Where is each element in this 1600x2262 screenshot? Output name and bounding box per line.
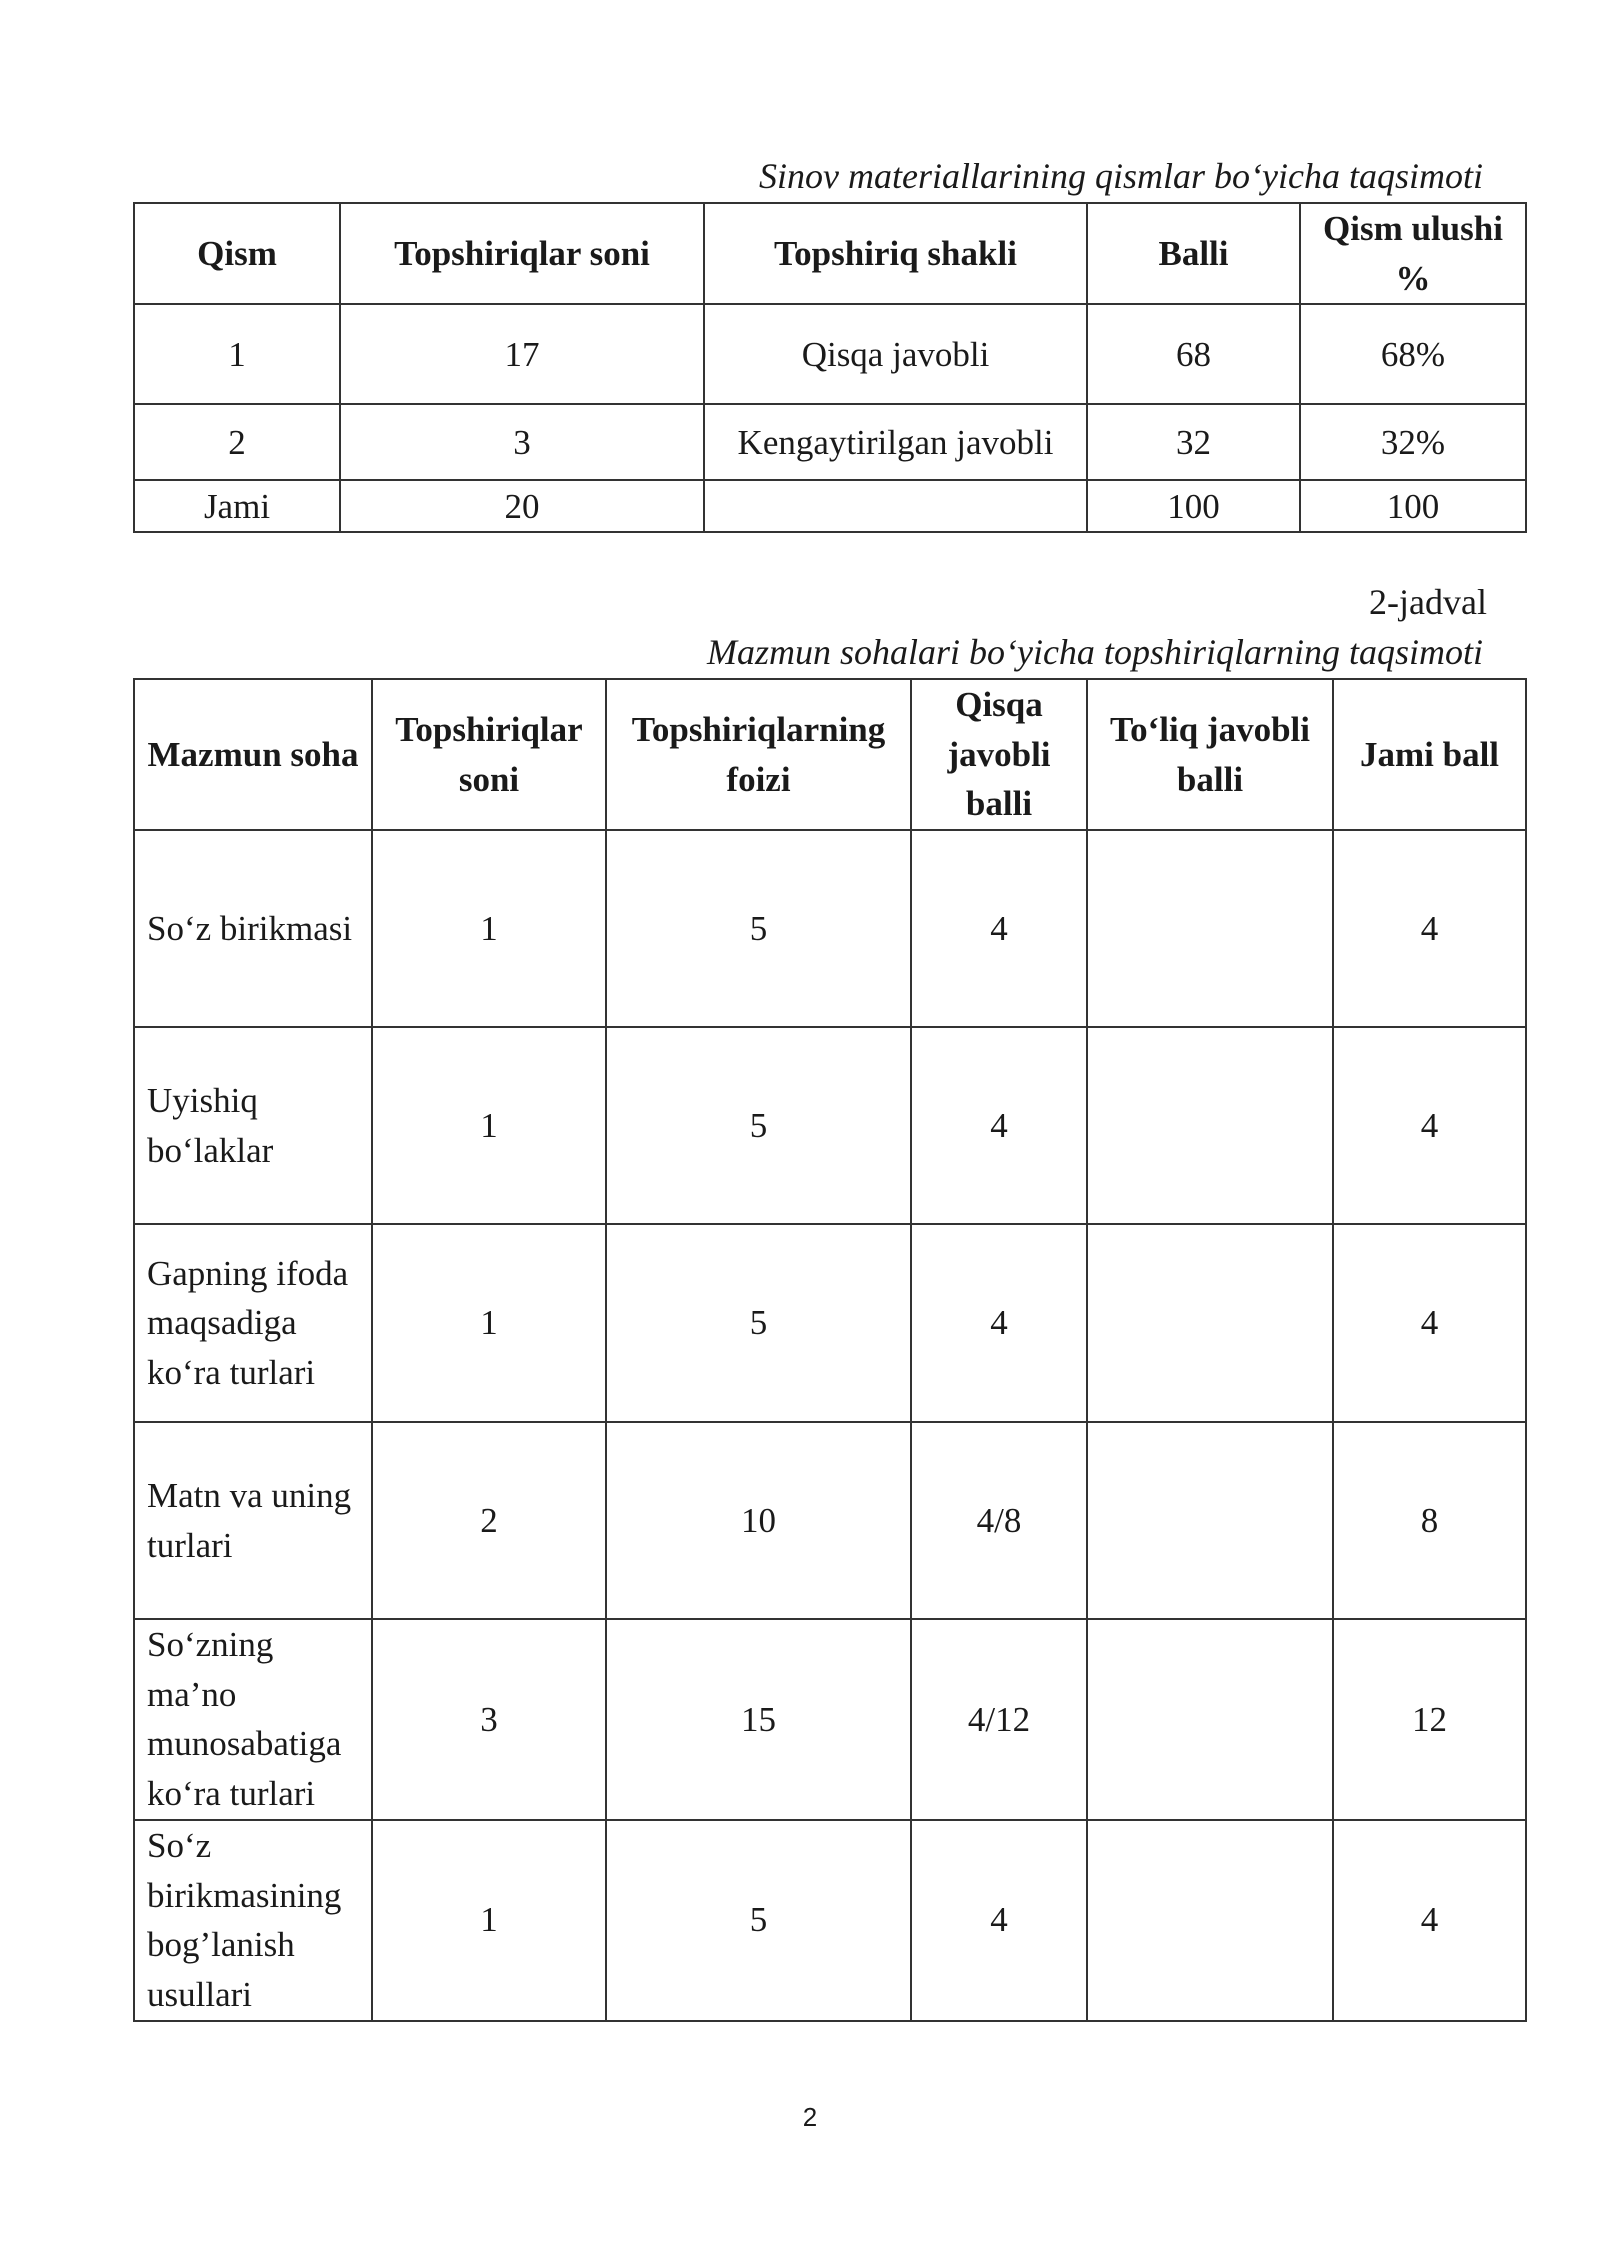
table-cell [1087,1224,1333,1422]
table-cell: 5 [606,1224,911,1422]
page-number: 2 [802,2102,818,2132]
column-header: Qism ulushi % [1300,203,1526,304]
table-cell: 4 [911,1224,1087,1422]
table2-label: 2-jadval [1369,582,1487,622]
table-cell [1087,1820,1333,2021]
table-row [134,1619,1526,1820]
table-cell: So‘z birikmasining bog’lanish usullari [134,1820,372,2021]
table-cell: 4/12 [911,1619,1087,1820]
column-header: Topshiriq shakli [704,203,1087,304]
table-cell: 1 [134,304,340,404]
column-header: Qisqa javobli balli [911,679,1087,830]
table1-caption: Sinov materiallarining qismlar bo‘yicha taqsimoti [759,156,1483,196]
table-row [134,1224,1526,1422]
table-cell: 3 [340,404,704,480]
table-cell: 100 [1300,480,1526,532]
table-cell: 20 [340,480,704,532]
table-cell [1087,1422,1333,1619]
table-cell: 2 [134,404,340,480]
column-header: Topshiriqlarning foizi [606,679,911,830]
table-cell: 1 [372,1820,606,2021]
table-cell: 4 [1333,830,1526,1027]
table-cell: 4 [911,830,1087,1027]
table-cell: 4 [1333,1027,1526,1224]
table-row [134,304,1526,404]
table-cell: 8 [1333,1422,1526,1619]
column-header: Jami ball [1333,679,1526,830]
table-cell: Qisqa javobli [704,304,1087,404]
table-cell: 5 [606,1820,911,2021]
table-cell: 1 [372,1027,606,1224]
table-cell [1087,830,1333,1027]
table-cell: So‘zning ma’no munosabatiga ko‘ra turlari [134,1619,372,1820]
table-row [134,1027,1526,1224]
table-cell: 3 [372,1619,606,1820]
table-cell: Gapning ifoda maqsadiga ko‘ra turlari [134,1224,372,1422]
table-header-row [134,679,1526,830]
table-row [134,1820,1526,2021]
table-total-row [134,480,1526,532]
table-cell [704,480,1087,532]
table-cell: 100 [1087,480,1300,532]
table-cell: 5 [606,1027,911,1224]
distribution-by-content-table [133,678,1527,2022]
table-row [134,830,1526,1027]
distribution-by-parts-table [133,202,1527,533]
table2-caption: Mazmun sohalari bo‘yicha topshiriqlarning taqsimoti [706,632,1483,672]
table-cell: 4 [911,1027,1087,1224]
table-cell: 4 [1333,1820,1526,2021]
column-header: Mazmun soha [134,679,372,830]
table-cell: 4 [1333,1224,1526,1422]
table-cell: 4/8 [911,1422,1087,1619]
table-cell [1087,1619,1333,1820]
table-cell: 68 [1087,304,1300,404]
table-cell: Kengaytirilgan javobli [704,404,1087,480]
column-header: Qism [134,203,340,304]
table-cell [1087,1027,1333,1224]
table-cell: 15 [606,1619,911,1820]
column-header: Topshiriqlar soni [372,679,606,830]
table-header-row [134,203,1526,304]
table-row [134,1422,1526,1619]
table-cell: 4 [911,1820,1087,2021]
table-cell: 32% [1300,404,1526,480]
table-cell: Matn va uning turlari [134,1422,372,1619]
table-cell: 12 [1333,1619,1526,1820]
column-header: Balli [1087,203,1300,304]
table-cell: 17 [340,304,704,404]
table-cell: 10 [606,1422,911,1619]
table-cell: 1 [372,1224,606,1422]
table-row [134,404,1526,480]
column-header: To‘liq javobli balli [1087,679,1333,830]
table-cell: Jami [134,480,340,532]
table-cell: 1 [372,830,606,1027]
table-cell: 32 [1087,404,1300,480]
table-cell: So‘z birikmasi [134,830,372,1027]
table-cell: 68% [1300,304,1526,404]
table-cell: 5 [606,830,911,1027]
table-cell: Uyishiq bo‘laklar [134,1027,372,1224]
table-cell: 2 [372,1422,606,1619]
column-header: Topshiriqlar soni [340,203,704,304]
